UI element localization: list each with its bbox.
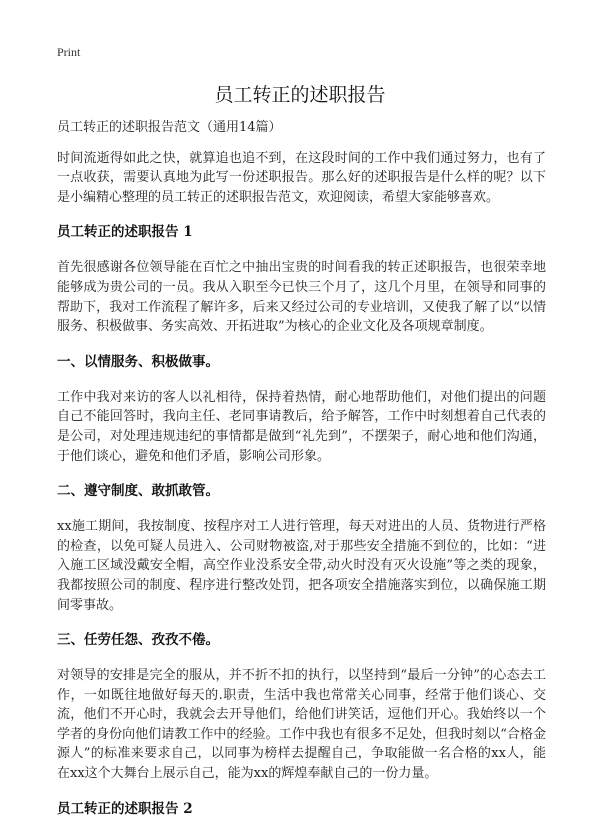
section-3-paragraph: 对领导的安排是完全的服从，并不折不扣的执行，以坚持到“最后一分钟”的心态去工作，一如既往地做好每天的.职责，生活中我也常常关心同事，经常于他们谈心、交流，他们不开心时，我就会去开导他们，给他们讲笑话，逗他们开心。我始终以一个学者的身份向他们请教工作中的经验。工作中我也有很多不足处，但我时刻以“合格金源人”的标准来要求自己，以同事为榜样去提醒自己，争取能做一名合格的xx人，能在xx这个大舞台上展示自己，能为xx的辉煌奉献自己的一份力量。 bbox=[57, 668, 546, 782]
report-1-heading: 员工转正的述职报告 1 bbox=[57, 224, 193, 241]
print-label: Print bbox=[57, 45, 81, 59]
document-body bbox=[57, 118, 546, 835]
intro-paragraph: 时间流逝得如此之快，就算追也追不到，在这段时间的工作中我们通过努力，也有了一点收获，需要认真地为此写一份述职报告。那么好的述职报告是什么样的呢？以下是小编精心整理的员工转正的述职报告范文，欢迎阅读，希望大家能够喜欢。 bbox=[57, 150, 546, 205]
section-1-heading: 一、以情服务、积极做事。 bbox=[57, 353, 219, 370]
report-2-heading: 员工转正的述职报告 2 bbox=[57, 800, 193, 817]
section-2-paragraph: xx施工期间，我按制度、按程序对工人进行管理，每天对进出的人员、货物进行严格的检查，以免可疑人员进入、公司财物被盗,对于那些安全措施不到位的，比如：“进入施工区域没戴安全帽，高空作业没系安全带,动火时没有灭火设施”等之类的现象，我都按照公司的制度、程序进行整改处罚，把各项安全措施落实到位，以确保施工期间零事故。 bbox=[57, 519, 546, 613]
section-1-paragraph: 工作中我对来访的客人以礼相待，保持着热情，耐心地帮助他们，对他们提出的问题自己不能回答时，我向主任、老同事请教后，给予解答，工作中时刻想着自己代表的是公司，对处理违规违纪的事情都是做到“礼先到”，不摆架子，耐心地和他们沟通，于他们谈心，避免和他们矛盾，影响公司形象。 bbox=[57, 389, 546, 464]
section-2-heading: 二、遵守制度、敢抓敢管。 bbox=[57, 483, 219, 500]
report-1-paragraph: 首先很感谢各位领导能在百忙之中抽出宝贵的时间看我的转正述职报告，也很荣幸地能够成为贵公司的一员。我从入职至今已快三个月了，这几个月里，在领导和同事的帮助下，我对工作流程了解许多，后来又经过公司的专业培训，又使我了解了以“以情服务、积极做事、务实高效、开拓进取”为核心的企业文化及各项规章制度。 bbox=[57, 260, 546, 335]
section-3-heading: 三、任劳任怨、孜孜不倦。 bbox=[57, 632, 219, 649]
document-subtitle: 员工转正的述职报告范文（通用14篇） bbox=[57, 120, 282, 135]
document-title: 员工转正的述职报告 bbox=[214, 84, 386, 106]
